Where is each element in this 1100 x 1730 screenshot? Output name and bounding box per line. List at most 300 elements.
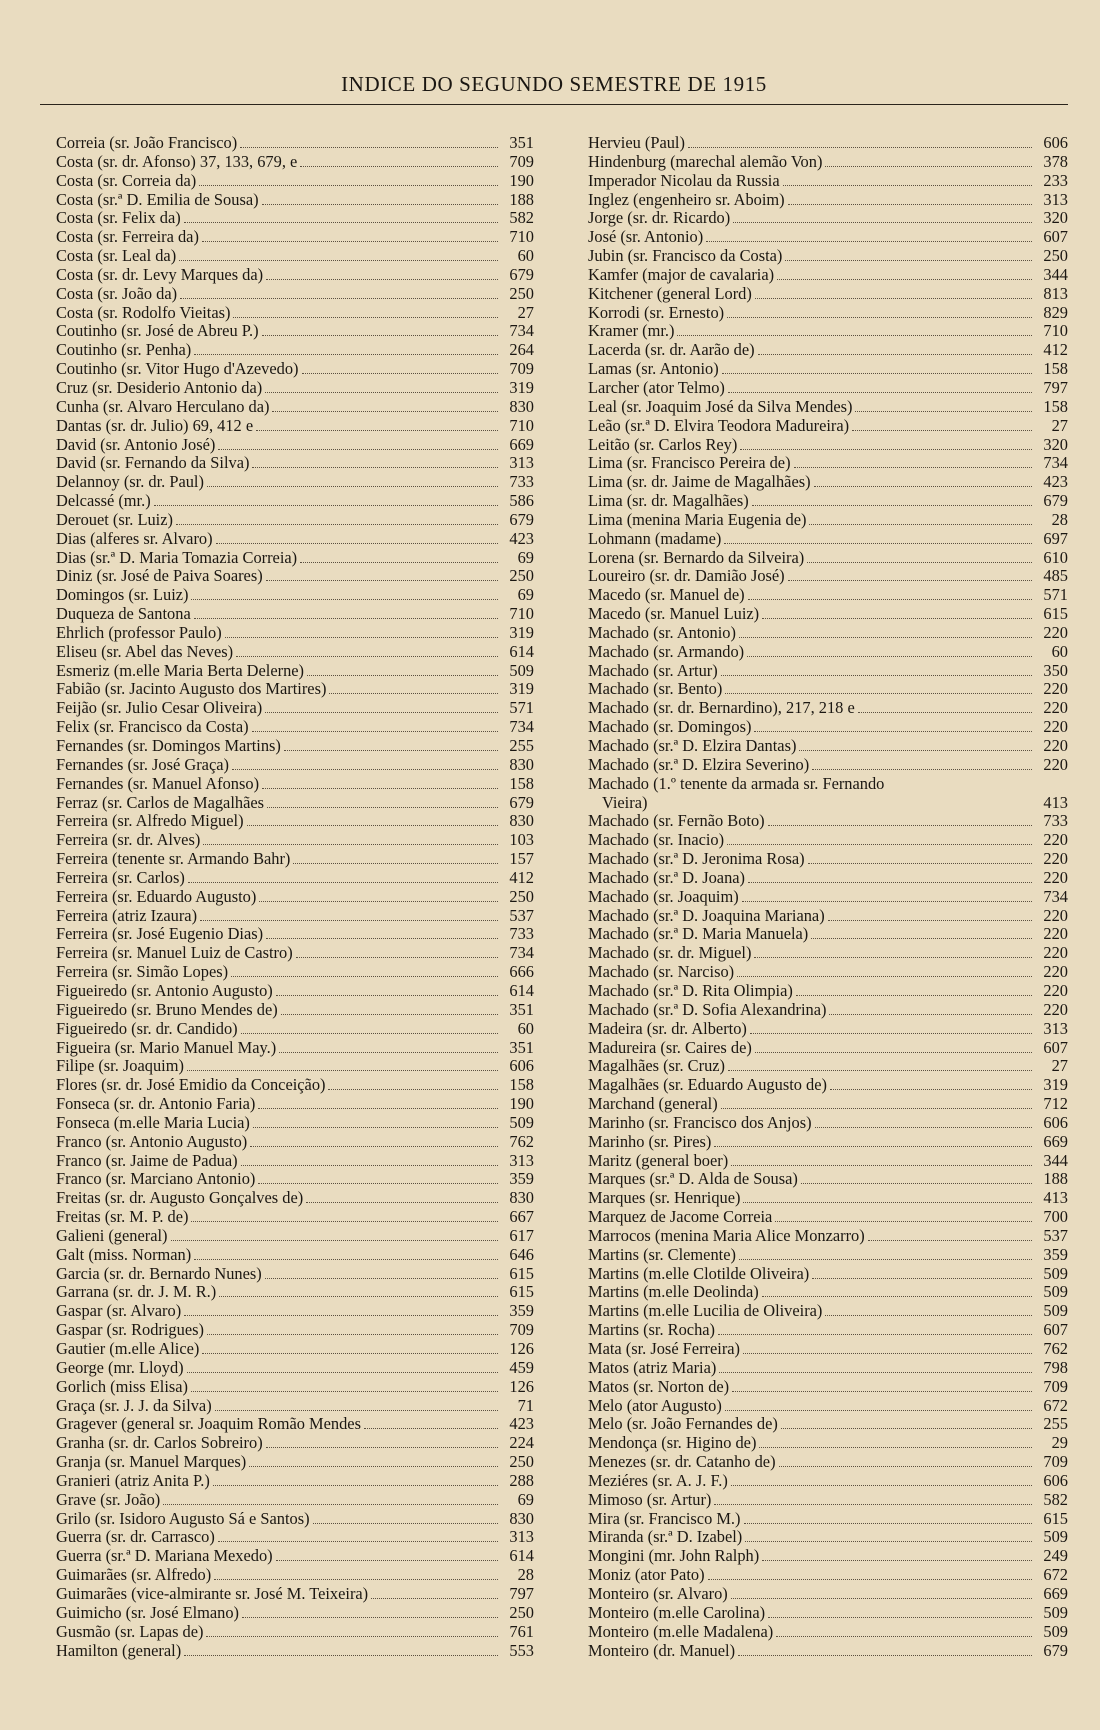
entry-name: Kramer (mr.) xyxy=(588,322,675,341)
entry-page-number: 830 xyxy=(509,396,534,416)
dot-leader xyxy=(262,335,498,336)
entry-page-number: 249 xyxy=(1043,1546,1068,1566)
entry-page-number: 288 xyxy=(509,1470,534,1490)
dot-leader xyxy=(777,279,1032,280)
dot-leader xyxy=(745,1541,1032,1542)
dot-leader xyxy=(266,580,498,581)
dot-leader xyxy=(213,1485,498,1486)
index-column-left xyxy=(56,134,534,1660)
index-entry xyxy=(56,718,534,737)
entry-page-number: 413 xyxy=(1043,792,1068,812)
entry-page-number: 672 xyxy=(1043,1395,1068,1415)
index-entry xyxy=(588,963,1068,982)
entry-page-number: 614 xyxy=(509,1546,534,1566)
dot-leader xyxy=(744,1523,1033,1524)
dot-leader xyxy=(768,825,1032,826)
entry-page-number: 126 xyxy=(509,1376,534,1396)
entry-name: Marques (sr.ª D. Alda de Sousa) xyxy=(588,1170,798,1189)
dot-leader xyxy=(225,637,498,638)
entry-page-number: 319 xyxy=(509,377,534,397)
index-entry xyxy=(588,454,1068,473)
dot-leader xyxy=(794,467,1032,468)
entry-page-number: 71 xyxy=(517,1395,534,1415)
index-entry xyxy=(56,567,534,586)
dot-leader xyxy=(236,656,498,657)
entry-name: Fernandes (sr. Manuel Afonso) xyxy=(56,774,260,793)
entry-name: Mongini (mr. John Ralph) xyxy=(588,1547,760,1566)
entry-page-number: 734 xyxy=(509,943,534,963)
entry-name: Madeira (sr. dr. Alberto) xyxy=(588,1019,747,1038)
entry-page-number: 319 xyxy=(509,679,534,699)
dot-leader xyxy=(266,1447,498,1448)
index-entry xyxy=(588,1642,1068,1661)
entry-name: Coutinho (sr. José de Abreu P.) xyxy=(56,322,259,341)
index-entry xyxy=(588,134,1068,153)
index-entry xyxy=(588,925,1068,944)
index-entry xyxy=(56,907,534,926)
index-entry xyxy=(56,1170,534,1189)
index-entry xyxy=(588,492,1068,511)
entry-name: Marques (sr. Henrique) xyxy=(588,1189,741,1208)
index-entry xyxy=(56,1623,534,1642)
entry-page-number: 710 xyxy=(509,227,534,247)
index-entry xyxy=(588,737,1068,756)
entry-page-number: 320 xyxy=(1043,434,1068,454)
entry-name: Machado (sr.ª D. Rita Olimpia) xyxy=(588,981,793,1000)
entry-page-number: 672 xyxy=(1043,1565,1068,1585)
dot-leader xyxy=(752,505,1032,506)
index-entry xyxy=(588,944,1068,963)
index-entry xyxy=(588,1246,1068,1265)
index-entry xyxy=(588,322,1068,341)
index-entry xyxy=(56,492,534,511)
dot-leader xyxy=(809,524,1032,525)
entry-name: Machado (sr. Joaquim) xyxy=(588,887,739,906)
index-entry xyxy=(588,436,1068,455)
entry-name: Vieira) xyxy=(602,792,648,812)
entry-name: Monteiro (m.elle Madalena) xyxy=(588,1622,774,1641)
index-entry xyxy=(56,549,534,568)
dot-leader xyxy=(242,1617,498,1618)
entry-page-number: 509 xyxy=(1043,1263,1068,1283)
dot-leader xyxy=(731,1485,1032,1486)
index-entry xyxy=(588,1359,1068,1378)
entry-name: Fernandes (sr. José Graça) xyxy=(56,755,229,774)
dot-leader xyxy=(714,1504,1032,1505)
dot-leader xyxy=(748,599,1032,600)
index-entry xyxy=(56,662,534,681)
index-entry xyxy=(588,1434,1068,1453)
entry-page-number: 762 xyxy=(1043,1339,1068,1358)
dot-leader xyxy=(725,693,1032,694)
dot-leader xyxy=(721,1108,1032,1109)
dot-leader xyxy=(300,166,498,167)
index-entry xyxy=(56,454,534,473)
entry-page-number: 709 xyxy=(509,151,534,171)
entry-name: Dantas (sr. dr. Julio) 69, 412 e xyxy=(56,416,254,435)
entry-page-number: 797 xyxy=(1043,377,1068,397)
entry-name: Cruz (sr. Desiderio Antonio da) xyxy=(56,378,263,397)
dot-leader xyxy=(781,1428,1032,1429)
dot-leader xyxy=(815,1127,1032,1128)
entry-page-number: 607 xyxy=(1043,1320,1068,1340)
index-entry xyxy=(588,379,1068,398)
index-entry xyxy=(588,1415,1068,1434)
entry-name: Larcher (ator Telmo) xyxy=(588,378,725,397)
entry-page-number: 646 xyxy=(509,1244,534,1264)
index-entry xyxy=(588,699,1068,718)
dot-leader xyxy=(727,317,1032,318)
index-entry xyxy=(56,1491,534,1510)
dot-leader xyxy=(191,1221,498,1222)
entry-page-number: 582 xyxy=(1043,1489,1068,1509)
entry-page-number: 220 xyxy=(1043,867,1068,887)
index-entry xyxy=(588,1152,1068,1171)
dot-leader xyxy=(737,976,1032,977)
entry-page-number: 586 xyxy=(509,491,534,511)
entry-page-number: 220 xyxy=(1043,717,1068,737)
dot-leader xyxy=(300,562,498,563)
entry-page-number: 69 xyxy=(517,547,534,567)
index-entry xyxy=(588,1604,1068,1623)
entry-page-number: 829 xyxy=(1043,302,1068,322)
entry-name: Felix (sr. Francisco da Costa) xyxy=(56,718,249,737)
entry-page-number: 813 xyxy=(1043,283,1068,303)
entry-name: Macedo (sr. Manuel Luiz) xyxy=(588,605,760,624)
entry-name: Marinho (sr. Pires) xyxy=(588,1132,712,1151)
entry-page-number: 606 xyxy=(509,1056,534,1076)
index-entry xyxy=(56,1397,534,1416)
entry-page-number: 359 xyxy=(509,1301,534,1321)
entry-page-number: 607 xyxy=(1043,1037,1068,1057)
entry-page-number: 220 xyxy=(1043,905,1068,925)
dot-leader xyxy=(203,844,498,845)
entry-page-number: 412 xyxy=(509,867,534,887)
entry-page-number: 423 xyxy=(509,528,534,548)
index-entry xyxy=(56,794,534,813)
entry-name: Ferreira (atriz Izaura) xyxy=(56,906,198,925)
dot-leader xyxy=(249,1466,498,1467)
index-entry xyxy=(588,341,1068,360)
entry-name: Costa (sr. Felix da) xyxy=(56,209,181,228)
index-entry xyxy=(56,1152,534,1171)
entry-name: Ehrlich (professor Paulo) xyxy=(56,623,222,642)
entry-name: Monteiro (sr. Alvaro) xyxy=(588,1584,728,1603)
dot-leader xyxy=(852,430,1032,431)
index-entry xyxy=(56,1359,534,1378)
entry-name: Machado (sr. Inacio) xyxy=(588,831,725,850)
entry-page-number: 830 xyxy=(509,1188,534,1208)
entry-page-number: 679 xyxy=(509,792,534,812)
dot-leader xyxy=(266,938,498,939)
index-entry xyxy=(56,1604,534,1623)
entry-name: Costa (sr. Leal da) xyxy=(56,247,177,266)
dot-leader xyxy=(262,788,498,789)
dot-leader xyxy=(762,1560,1032,1561)
index-entry xyxy=(56,982,534,1001)
dot-leader xyxy=(719,1372,1032,1373)
entry-page-number: 158 xyxy=(509,1075,534,1095)
entry-page-number: 220 xyxy=(1043,999,1068,1019)
dot-leader xyxy=(724,543,1032,544)
dot-leader xyxy=(194,618,498,619)
entry-page-number: 679 xyxy=(1043,491,1068,511)
entry-name: Guimicho (sr. José Elmano) xyxy=(56,1603,240,1622)
index-entry xyxy=(56,1528,534,1547)
index-entry xyxy=(588,1076,1068,1095)
dot-leader xyxy=(722,373,1032,374)
dot-leader xyxy=(176,524,498,525)
dot-leader xyxy=(191,1391,498,1392)
dot-leader xyxy=(293,863,498,864)
entry-name: Machado (sr. Fernão Boto) xyxy=(588,812,765,831)
dot-leader xyxy=(731,1598,1032,1599)
entry-name: Duqueza de Santona xyxy=(56,605,191,624)
index-entry xyxy=(588,172,1068,191)
dot-leader xyxy=(725,1410,1032,1411)
entry-page-number: 27 xyxy=(1051,1056,1068,1076)
index-entry xyxy=(56,1547,534,1566)
entry-name: Galt (miss. Norman) xyxy=(56,1245,192,1264)
entry-name: Madureira (sr. Caires de) xyxy=(588,1038,752,1057)
entry-name: Machado (sr.ª D. Joana) xyxy=(588,868,745,887)
index-entry xyxy=(588,1114,1068,1133)
entry-name: Machado (sr.ª D. Joaquina Mariana) xyxy=(588,906,825,925)
entry-name: Figueiredo (sr. dr. Candido) xyxy=(56,1019,238,1038)
entry-name: Garrana (sr. dr. J. M. R.) xyxy=(56,1283,217,1302)
entry-name: Esmeriz (m.elle Maria Berta Delerne) xyxy=(56,661,305,680)
entry-page-number: 679 xyxy=(1043,1640,1068,1660)
dot-leader xyxy=(233,317,498,318)
index-entry xyxy=(56,1566,534,1585)
entry-name: Costa (sr. dr. Afonso) 37, 133, 679, e xyxy=(56,152,298,171)
entry-page-number: 709 xyxy=(1043,1452,1068,1472)
dot-leader xyxy=(267,807,498,808)
dot-leader xyxy=(262,204,498,205)
entry-name: Ferreira (sr. José Eugenio Dias) xyxy=(56,925,264,944)
entry-name: Grilo (sr. Isidoro Augusto Sá e Santos) xyxy=(56,1509,310,1528)
index-entry xyxy=(588,1547,1068,1566)
dot-leader xyxy=(232,769,498,770)
entry-page-number: 709 xyxy=(509,359,534,379)
entry-page-number: 614 xyxy=(509,980,534,1000)
entry-name: Leão (sr.ª D. Elvira Teodora Madureira) xyxy=(588,416,850,435)
entry-name: Ferraz (sr. Carlos de Magalhães xyxy=(56,793,264,812)
entry-name: Macedo (sr. Manuel de) xyxy=(588,586,745,605)
entry-name: Fernandes (sr. Domingos Martins) xyxy=(56,737,281,755)
dot-leader xyxy=(307,675,498,676)
dot-leader xyxy=(199,185,498,186)
dot-leader xyxy=(154,505,498,506)
entry-page-number: 509 xyxy=(1043,1282,1068,1302)
entry-page-number: 250 xyxy=(509,283,534,303)
index-entry xyxy=(56,1510,534,1529)
dot-leader xyxy=(218,449,498,450)
entry-page-number: 582 xyxy=(509,208,534,228)
entry-name: Jorge (sr. dr. Ricardo) xyxy=(588,209,731,228)
entry-page-number: 27 xyxy=(517,302,534,322)
entry-name: Fonseca (sr. dr. Antonio Faria) xyxy=(56,1095,256,1114)
entry-name: Martins (m.elle Clotilde Oliveira) xyxy=(588,1264,810,1283)
dot-leader xyxy=(814,486,1032,487)
entry-page-number: 220 xyxy=(1043,980,1068,1000)
entry-name: Cunha (sr. Alvaro Herculano da) xyxy=(56,397,270,416)
entry-page-number: 733 xyxy=(509,924,534,944)
entry-name: Machado (sr. dr. Bernardino), 217, 218 e xyxy=(588,699,855,718)
dot-leader xyxy=(788,580,1032,581)
index-entry xyxy=(56,209,534,228)
index-entry xyxy=(588,1472,1068,1491)
entry-name: Costa (sr. Correia da) xyxy=(56,171,197,190)
entry-name: Kitchener (general Lord) xyxy=(588,284,752,303)
index-entry xyxy=(56,285,534,304)
dot-leader xyxy=(187,1372,498,1373)
index-entry xyxy=(588,209,1068,228)
entry-page-number: 190 xyxy=(509,170,534,190)
entry-page-number: 734 xyxy=(1043,886,1068,906)
entry-page-number: 710 xyxy=(1043,321,1068,341)
entry-name: Figueiredo (sr. Antonio Augusto) xyxy=(56,981,273,1000)
index-entry xyxy=(56,1321,534,1340)
entry-name: Feijão (sr. Julio Cesar Oliveira) xyxy=(56,699,263,718)
entry-page-number: 710 xyxy=(509,604,534,624)
entry-name: Garcia (sr. dr. Bernardo Nunes) xyxy=(56,1264,262,1283)
entry-page-number: 830 xyxy=(509,811,534,831)
dot-leader xyxy=(728,1070,1032,1071)
index-entry xyxy=(588,775,1068,794)
entry-page-number: 412 xyxy=(1043,340,1068,360)
entry-page-number: 344 xyxy=(1043,1150,1068,1170)
dot-leader xyxy=(812,1278,1032,1279)
index-entry xyxy=(56,944,534,963)
dot-leader xyxy=(808,863,1032,864)
entry-name: Franco (sr. Marciano Antonio) xyxy=(56,1170,256,1189)
index-entry xyxy=(588,1170,1068,1189)
entry-name: Eliseu (sr. Abel das Neves) xyxy=(56,642,234,661)
index-entry xyxy=(588,850,1068,869)
entry-page-number: 158 xyxy=(1043,396,1068,416)
index-entry xyxy=(588,1283,1068,1302)
entry-page-number: 188 xyxy=(1043,1169,1068,1189)
index-entry xyxy=(588,869,1068,888)
index-entry xyxy=(588,285,1068,304)
entry-name: Leitão (sr. Carlos Rey) xyxy=(588,435,738,454)
index-entry xyxy=(56,624,534,643)
dot-leader xyxy=(252,467,498,468)
dot-leader xyxy=(748,882,1032,883)
entry-page-number: 359 xyxy=(509,1169,534,1189)
entry-name: Lima (menina Maria Eugenia de) xyxy=(588,510,807,529)
entry-name: Matos (atriz Maria) xyxy=(588,1358,717,1377)
dot-leader xyxy=(727,844,1032,845)
dot-leader xyxy=(758,354,1032,355)
dot-leader xyxy=(259,901,498,902)
entry-name: Machado (sr. Armando) xyxy=(588,642,745,661)
entry-page-number: 798 xyxy=(1043,1357,1068,1377)
entry-name: Correia (sr. João Francisco) xyxy=(56,134,238,152)
entry-name: Ferreira (sr. Alfredo Miguel) xyxy=(56,812,244,831)
entry-name: Domingos (sr. Luiz) xyxy=(56,586,189,605)
entry-name: Gragever (general sr. Joaquim Romão Mendes xyxy=(56,1415,361,1434)
entry-name: Monteiro (dr. Manuel) xyxy=(588,1641,736,1660)
dot-leader xyxy=(714,1146,1032,1147)
entry-page-number: 700 xyxy=(1043,1207,1068,1227)
dot-leader xyxy=(706,241,1032,242)
entry-page-number: 250 xyxy=(509,1452,534,1472)
entry-page-number: 220 xyxy=(1043,962,1068,982)
index-entry xyxy=(56,191,534,210)
index-entry xyxy=(56,228,534,247)
entry-name: Marquez de Jacome Correia xyxy=(588,1208,773,1227)
index-entry xyxy=(588,1020,1068,1039)
entry-page-number: 553 xyxy=(509,1640,534,1660)
index-entry xyxy=(588,1321,1068,1340)
entry-name: Costa (sr.ª D. Emilia de Sousa) xyxy=(56,190,259,209)
entry-page-number: 667 xyxy=(509,1207,534,1227)
entry-page-number: 250 xyxy=(509,886,534,906)
index-entry xyxy=(56,153,534,172)
entry-name: Jubin (sr. Francisco da Costa) xyxy=(588,247,783,266)
index-entry xyxy=(588,1302,1068,1321)
entry-page-number: 666 xyxy=(509,962,534,982)
entry-name: Franco (sr. Jaime de Padua) xyxy=(56,1151,238,1170)
entry-page-number: 250 xyxy=(509,1602,534,1622)
entry-name: Grave (sr. João) xyxy=(56,1490,161,1509)
index-entry xyxy=(56,1378,534,1397)
dot-leader xyxy=(241,1165,498,1166)
entry-page-number: 220 xyxy=(1043,924,1068,944)
index-entry xyxy=(56,963,534,982)
index-entry xyxy=(588,1453,1068,1472)
entry-name: Machado (sr.ª D. Jeronima Rosa) xyxy=(588,850,805,869)
index-entry xyxy=(56,1189,534,1208)
entry-name: Costa (sr. dr. Levy Marques da) xyxy=(56,265,264,284)
index-entry xyxy=(588,1057,1068,1076)
entry-page-number: 617 xyxy=(509,1225,534,1245)
index-entry xyxy=(588,1397,1068,1416)
dot-leader xyxy=(677,335,1032,336)
index-entry xyxy=(588,680,1068,699)
index-entry xyxy=(56,247,534,266)
entry-name: Korrodi (sr. Ernesto) xyxy=(588,303,725,322)
entry-page-number: 103 xyxy=(509,830,534,850)
dot-leader xyxy=(739,1259,1032,1260)
entry-name: Lamas (sr. Antonio) xyxy=(588,360,719,379)
entry-page-number: 313 xyxy=(509,453,534,473)
index-entry xyxy=(588,586,1068,605)
entry-name: Machado (sr. dr. Miguel) xyxy=(588,944,752,963)
entry-page-number: 157 xyxy=(509,849,534,869)
index-entry xyxy=(588,1039,1068,1058)
entry-page-number: 255 xyxy=(509,736,534,755)
entry-name: Derouet (sr. Luiz) xyxy=(56,510,173,529)
index-entry xyxy=(56,436,534,455)
entry-page-number: 60 xyxy=(517,246,534,266)
entry-name: Figueira (sr. Mario Manuel May.) xyxy=(56,1038,277,1057)
dot-leader xyxy=(728,392,1032,393)
dot-leader xyxy=(825,1315,1032,1316)
dot-leader xyxy=(188,882,498,883)
entry-name: Mimoso (sr. Artur) xyxy=(588,1490,712,1509)
index-entry xyxy=(588,417,1068,436)
entry-page-number: 669 xyxy=(1043,1131,1068,1151)
index-entry xyxy=(56,266,534,285)
entry-page-number: 615 xyxy=(1043,1508,1068,1528)
dot-leader xyxy=(776,1636,1032,1637)
index-entry xyxy=(588,1001,1068,1020)
entry-name: Kamfer (major de cavalaria) xyxy=(588,265,775,284)
dot-leader xyxy=(329,693,498,694)
